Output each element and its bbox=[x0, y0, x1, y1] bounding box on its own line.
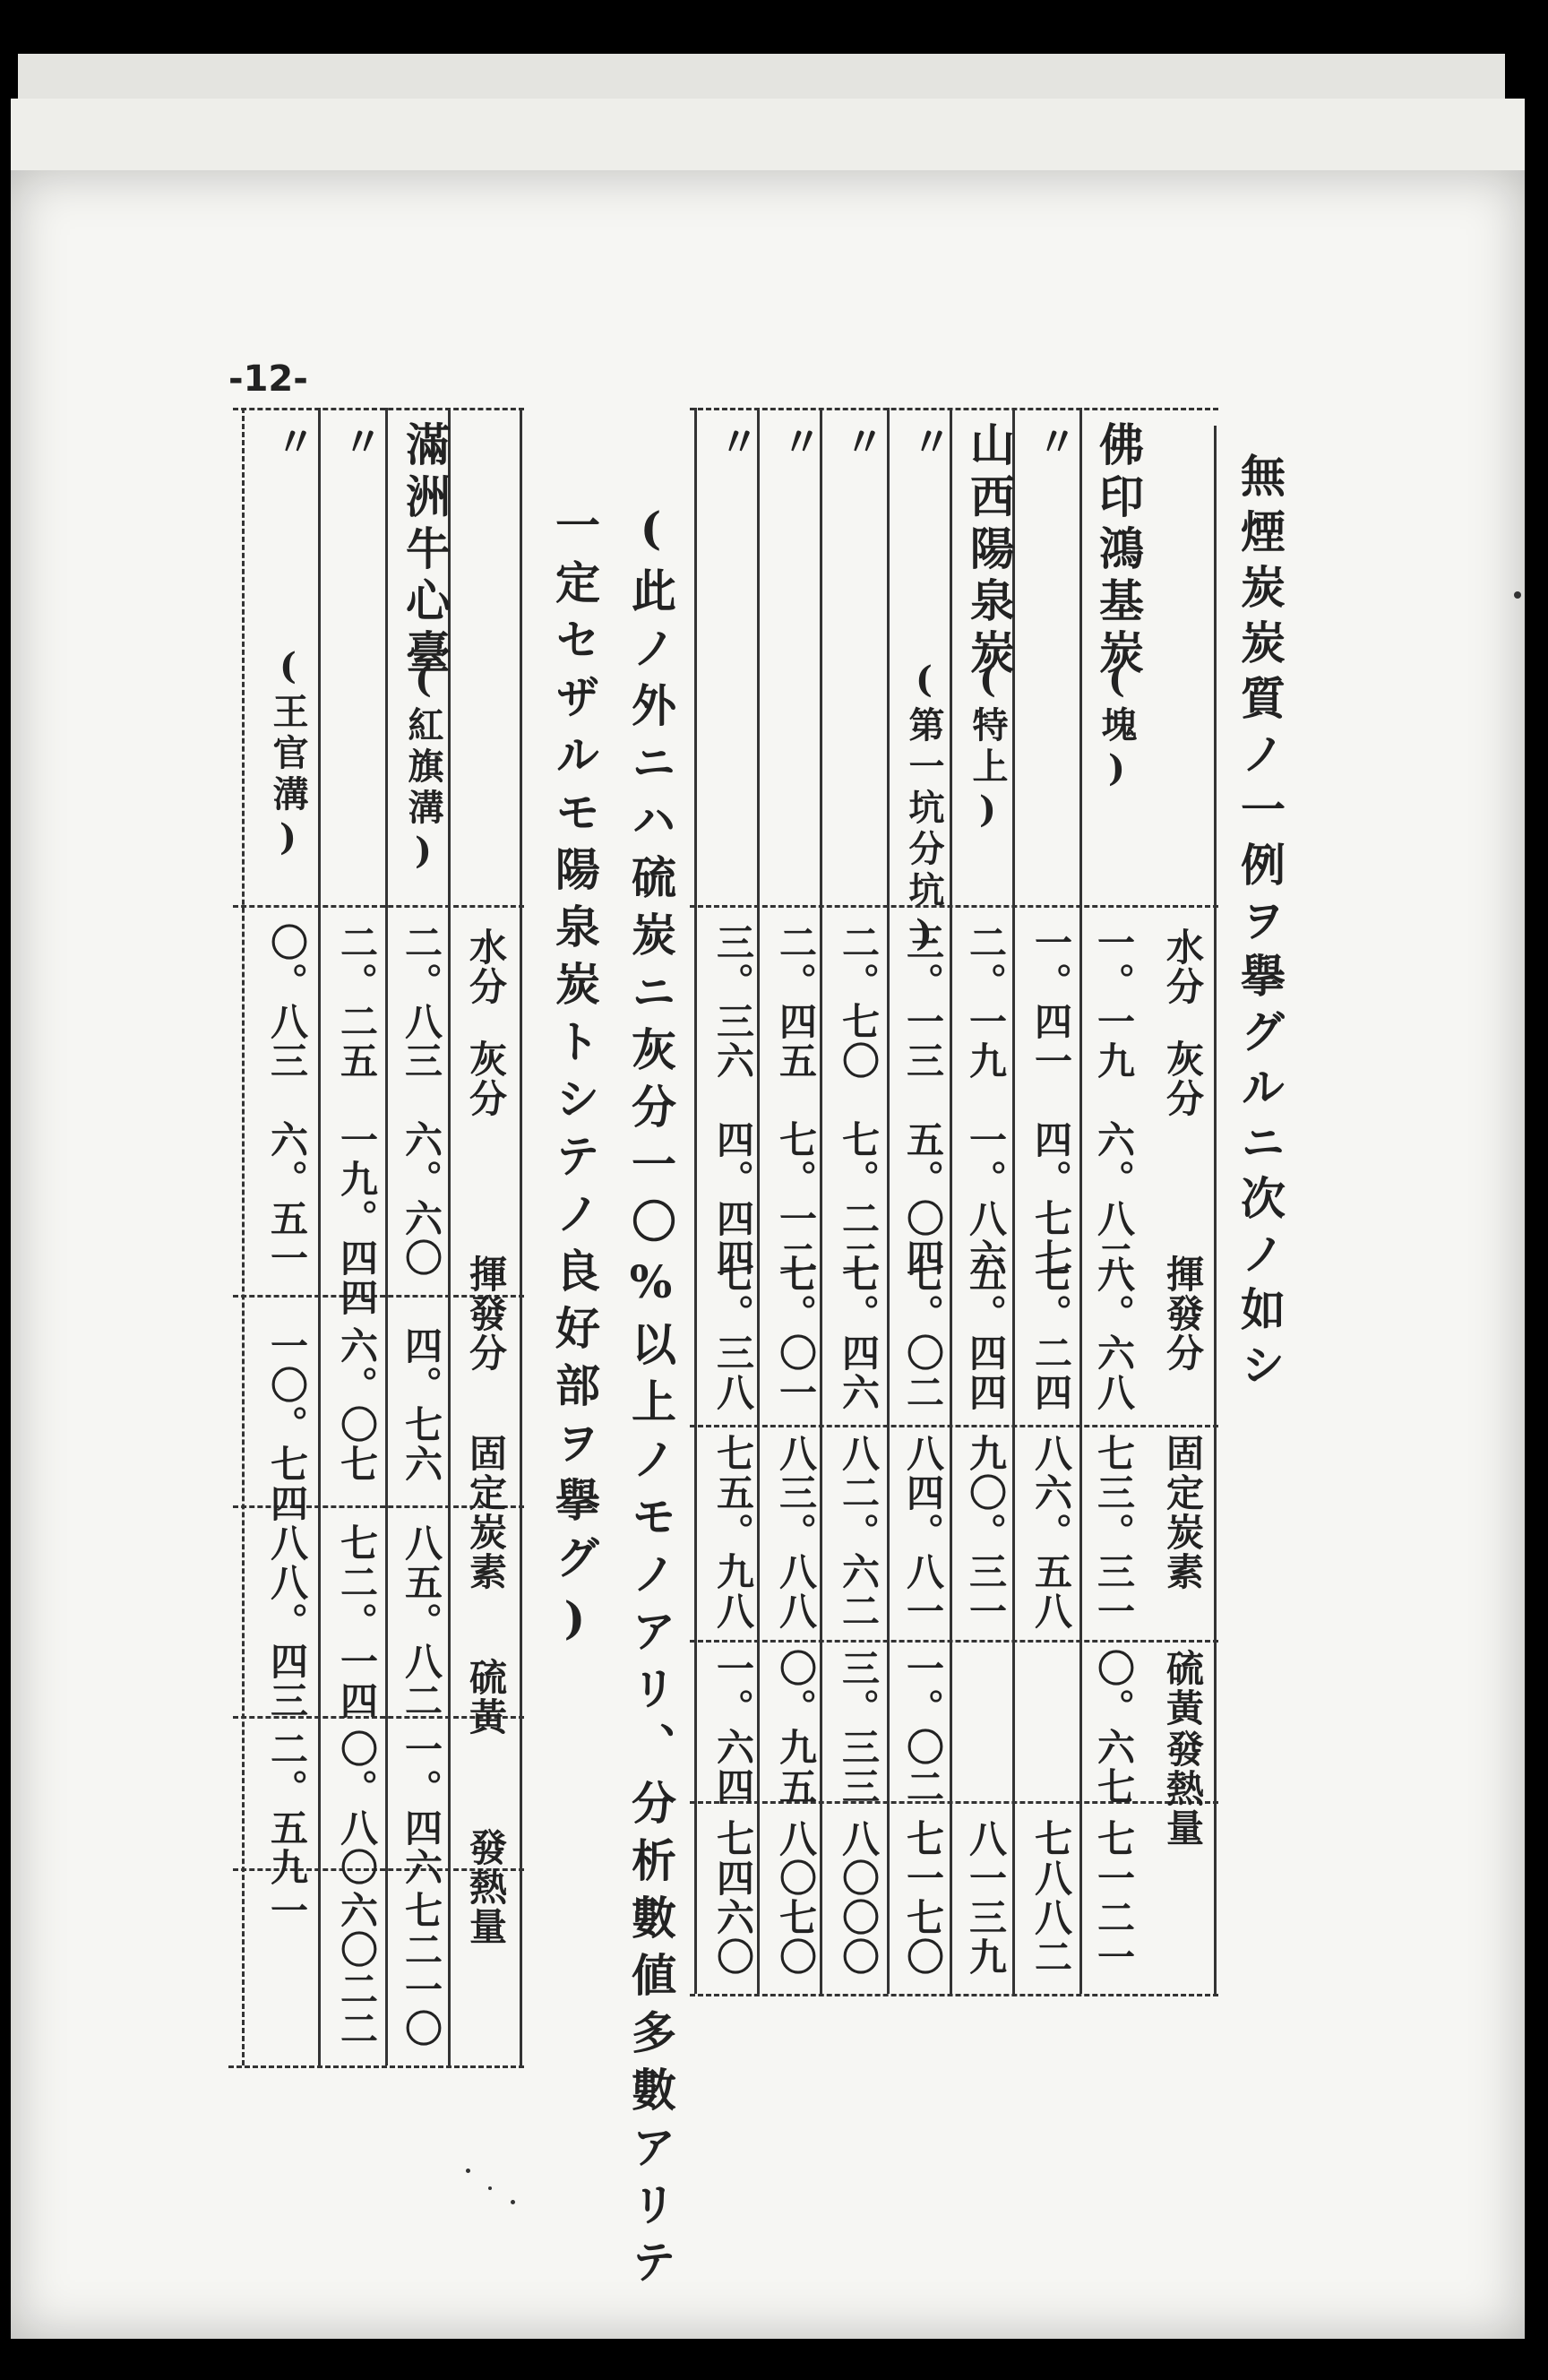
t2-row-1-name: 〃 bbox=[336, 421, 382, 461]
t1-row-6-cell-4: 一。六四 bbox=[711, 1649, 755, 1807]
t1-row-3-cell-2: 七。〇二 bbox=[901, 1255, 945, 1412]
ink-speck bbox=[511, 2200, 515, 2204]
t1-row-5-name: 〃 bbox=[775, 421, 821, 461]
t2-row-0-sub: (紅旗溝) bbox=[402, 659, 444, 877]
t2-row-2-cell-0: 〇。八三 bbox=[265, 923, 309, 1081]
t1-row-6-cell-0: 三。三六 bbox=[711, 923, 755, 1081]
t1-row-1-name: 〃 bbox=[1030, 421, 1076, 461]
t2-header-0: 水分 bbox=[464, 927, 508, 1006]
t2-header-1: 灰分 bbox=[464, 1039, 508, 1118]
t1-row-1-cell-0: 一。四一 bbox=[1029, 923, 1073, 1081]
t2-row-2-sub: (王官溝) bbox=[267, 645, 309, 864]
t1-row-3-cell-1: 五。〇四 bbox=[901, 1120, 945, 1278]
t1-row-4-cell-1: 七。二二 bbox=[837, 1120, 881, 1278]
t1-row-2-cell-1: 一。八六 bbox=[964, 1120, 1008, 1278]
t2-row-2-name: 〃 bbox=[269, 421, 314, 461]
ink-speck bbox=[488, 2186, 492, 2190]
t1-row-3-cell-5: 七一七〇 bbox=[901, 1819, 945, 1977]
t2-row-1-cell-2: 六。〇七 bbox=[335, 1326, 379, 1484]
t2-row-2-cell-5: 一 bbox=[265, 1891, 309, 1930]
t1-row-2-sub: (特上) bbox=[967, 659, 1009, 836]
t1-row-4-cell-3: 八二。六二 bbox=[837, 1434, 881, 1631]
t2-row-1-cell-0: 二。二五 bbox=[335, 923, 379, 1081]
t2-row-2-cell-4: 二。五九 bbox=[265, 1729, 309, 1887]
t1-row-2-cell-5: 八一三九 bbox=[964, 1819, 1008, 1977]
t2-row-0-cell-2: 四。七六 bbox=[400, 1326, 443, 1484]
t2-row-2-cell-1: 六。五一 bbox=[265, 1120, 309, 1278]
t2-row-0-cell-1: 六。六〇 bbox=[400, 1120, 443, 1278]
t1-row-0-cell-4: 〇。六七 bbox=[1092, 1649, 1136, 1807]
t2-row-1-cell-3: 七二。一四 bbox=[335, 1523, 379, 1720]
t1-row-3-name: 〃 bbox=[905, 421, 950, 461]
t1-row-3-sub: (第一坑分坑) bbox=[903, 659, 945, 960]
t1-row-0-cell-1: 六。八二 bbox=[1092, 1120, 1136, 1278]
paper-edge-fold bbox=[11, 99, 1525, 181]
t1-row-5-cell-1: 七。一二 bbox=[774, 1120, 818, 1278]
t1-row-2-name: 山西陽泉炭 bbox=[963, 421, 1016, 681]
t1-row-6-cell-3: 七五。九八 bbox=[711, 1434, 755, 1631]
t1-row-5-cell-3: 八三。八八 bbox=[774, 1434, 818, 1631]
t2-header-2: 揮發分 bbox=[464, 1255, 508, 1373]
t1-row-5-cell-2: 七。〇一 bbox=[774, 1255, 818, 1412]
t1-row-4-cell-4: 三。三三 bbox=[837, 1649, 881, 1807]
t1-row-0-cell-5: 七一二一 bbox=[1092, 1819, 1136, 1977]
t1-row-0-cell-0: 一。一九 bbox=[1092, 923, 1136, 1081]
t1-row-1-cell-5: 七八八二 bbox=[1029, 1819, 1073, 1977]
t1-row-1-cell-1: 四。七七 bbox=[1029, 1120, 1073, 1278]
t2-row-0-cell-4: 一。四六 bbox=[400, 1729, 443, 1887]
t1-header-3: 固定炭素 bbox=[1161, 1434, 1205, 1591]
ink-speck bbox=[466, 2169, 470, 2173]
t2-row-0-cell-5: 七二一〇 bbox=[400, 1891, 443, 2048]
t1-row-5-cell-5: 八〇七〇 bbox=[774, 1819, 818, 1977]
page-number: -12- bbox=[228, 358, 308, 400]
t1-row-4-name: 〃 bbox=[838, 421, 883, 461]
document-title: 無煙炭炭質ノ一例ヲ擧グルニ次ノ如シ bbox=[1234, 453, 1286, 1397]
t2-row-1-cell-1: 一九。四四 bbox=[335, 1120, 379, 1317]
t1-row-6-cell-5: 七四六〇 bbox=[711, 1819, 755, 1977]
t1-header-4: 硫黃 bbox=[1161, 1649, 1205, 1728]
t1-header-5: 發熱量 bbox=[1161, 1729, 1205, 1848]
t1-row-1-cell-3: 八六。五八 bbox=[1029, 1434, 1073, 1631]
t2-row-0-cell-3: 八五。八二 bbox=[400, 1523, 443, 1720]
t2-row-2-cell-2: 一〇。七四 bbox=[265, 1326, 309, 1523]
t1-row-3-cell-3: 八四。八一 bbox=[901, 1434, 945, 1631]
t2-header-4: 硫黃 bbox=[464, 1658, 508, 1737]
note-line-1: (此ノ外ニハ硫炭ニ灰分一〇%以上ノモノアリ、分析數値多數アリテ bbox=[624, 502, 677, 2296]
t1-row-3-cell-4: 一。〇二 bbox=[901, 1649, 945, 1807]
t1-row-1-cell-2: 七。二四 bbox=[1029, 1255, 1073, 1412]
note-line-2: 一定セザルモ陽泉炭トシテノ良好部ヲ擧グ) bbox=[548, 502, 601, 1657]
t1-row-5-cell-0: 二。四五 bbox=[774, 923, 818, 1081]
t1-row-0-name: 佛印鴻基炭 bbox=[1092, 421, 1145, 681]
t2-row-1-cell-5: 六〇二二 bbox=[335, 1891, 379, 2048]
t2-header-5: 發熱量 bbox=[464, 1828, 508, 1946]
t1-row-0-cell-2: 八。六八 bbox=[1092, 1255, 1136, 1412]
t2-row-2-cell-3: 八八。四三 bbox=[265, 1523, 309, 1720]
t2-row-0-name: 滿洲牛心臺 bbox=[399, 421, 452, 681]
t1-row-5-cell-4: 〇。九五 bbox=[774, 1649, 818, 1807]
t2-header-3: 固定炭素 bbox=[464, 1434, 508, 1591]
t1-row-2-cell-2: 五。四四 bbox=[964, 1255, 1008, 1412]
document-page bbox=[11, 170, 1525, 2339]
t1-header-0: 水分 bbox=[1161, 927, 1205, 1006]
t1-row-4-cell-5: 八〇〇〇 bbox=[837, 1819, 881, 1977]
t1-row-6-cell-2: 七。三八 bbox=[711, 1255, 755, 1412]
t2-row-0-cell-0: 二。八三 bbox=[400, 923, 443, 1081]
t1-row-4-cell-0: 二。七〇 bbox=[837, 923, 881, 1081]
t1-row-6-name: 〃 bbox=[712, 421, 758, 461]
t1-header-2: 揮發分 bbox=[1161, 1255, 1205, 1373]
t1-row-3-cell-0: 三。一三 bbox=[901, 923, 945, 1081]
t1-row-2-cell-3: 九〇。三一 bbox=[964, 1434, 1008, 1631]
t1-row-0-sub: (塊) bbox=[1096, 659, 1138, 795]
t2-row-1-cell-4: 〇。八〇 bbox=[335, 1729, 379, 1887]
t1-header-1: 灰分 bbox=[1161, 1039, 1205, 1118]
t1-row-6-cell-1: 四。四四 bbox=[711, 1120, 755, 1278]
t1-row-4-cell-2: 七。四六 bbox=[837, 1255, 881, 1412]
ink-speck bbox=[1514, 591, 1521, 599]
t1-row-2-cell-0: 二。一九 bbox=[964, 923, 1008, 1081]
t1-row-0-cell-3: 七三。三一 bbox=[1092, 1434, 1136, 1631]
